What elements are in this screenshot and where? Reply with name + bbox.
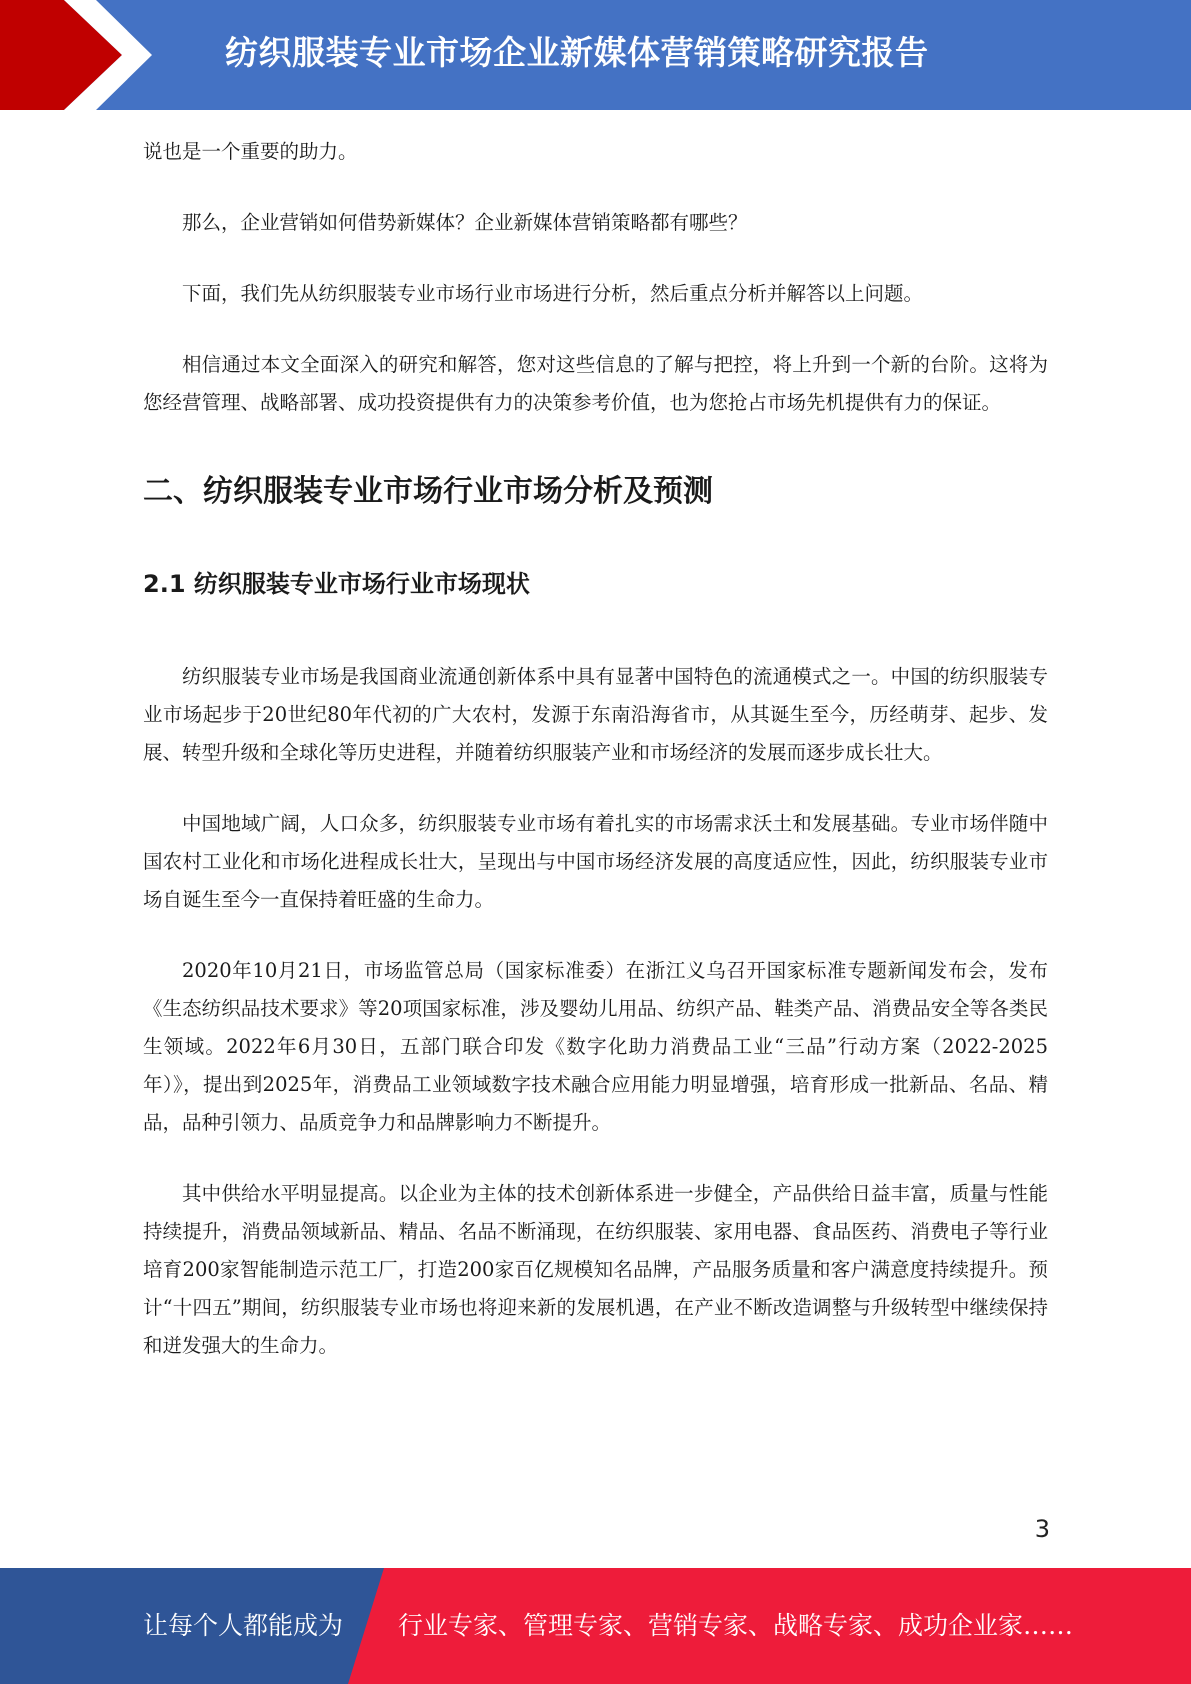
paragraph-continuation: 说也是一个重要的助力。 [143,140,358,163]
paragraph: 纺织服装专业市场是我国商业流通创新体系中具有显著中国特色的流通模式之一。中国的纺织服装专业市场起步于20世纪80年代初的广大农村，发源于东南沿海省市，从其诞生至今，历经萌芽、起步、发展、转型升级和全球化等历史进程，并随着纺织服装产业和市场经济的发展而逐步成长壮大。 [143,665,1048,764]
paragraph: 中国地域广阔，人口众多，纺织服装专业市场有着扎实的市场需求沃土和发展基础。专业市场伴随中国农村工业化和市场化进程成长壮大，呈现出与中国市场经济发展的高度适应性，因此，纺织服装专业市场自诞生至今一直保持着旺盛的生命力。 [143,812,1048,911]
subsection-heading: 2.1 纺织服装专业市场行业市场现状 [143,570,530,598]
paragraph: 下面，我们先从纺织服装专业市场行业市场进行分析，然后重点分析并解答以上问题。 [182,282,924,305]
page-number: 3 [1034,1515,1050,1543]
paragraph: 2020年10月21日，市场监管总局（国家标准委）在浙江义乌召开国家标准专题新闻发布会，发布《生态纺织品技术要求》等20项国家标准，涉及婴幼儿用品、纺织产品、鞋类产品、消费品安全等各类民生领域。2022年6月30日，五部门联合印发《数字化助力消费品工业“三品”行动方案（2022-2025年）》，提出到2025年，消费品工业领域数字技术融合应用能力明显增强，培育形成一批新品、名品、精品，品种引领力、品质竞争力和品牌影响力不断提升。 [143,959,1048,1134]
section-heading: 二、纺织服装专业市场行业市场分析及预测 [143,474,713,509]
report-title: 纺织服装专业市场企业新媒体营销策略研究报告 [225,33,929,72]
page-footer [0,1568,1191,1684]
footer-roles: 行业专家、管理专家、营销专家、战略专家、成功企业家…… [398,1611,1074,1640]
paragraph: 那么，企业营销如何借势新媒体？企业新媒体营销策略都有哪些？ [182,211,748,234]
footer-slogan: 让每个人都能成为 [143,1611,344,1640]
paragraph: 相信通过本文全面深入的研究和解答，您对这些信息的了解与把控，将上升到一个新的台阶。这将为您经营管理、战略部署、成功投资提供有力的决策参考价值，也为您抢占市场先机提供有力的保证。 [143,353,1048,414]
paragraph: 其中供给水平明显提高。以企业为主体的技术创新体系进一步健全，产品供给日益丰富，质量与性能持续提升，消费品领域新品、精品、名品不断涌现，在纺织服装、家用电器、食品医药、消费电子等行业培育200家智能制造示范工厂，打造200家百亿规模知名品牌，产品服务质量和客户满意度持续提升。预计“十四五”期间，纺织服装专业市场也将迎来新的发展机遇，在产业不断改造调整与升级转型中继续保持和迸发强大的生命力。 [143,1182,1048,1357]
page-header [0,0,1191,110]
page-content [143,133,1048,1398]
